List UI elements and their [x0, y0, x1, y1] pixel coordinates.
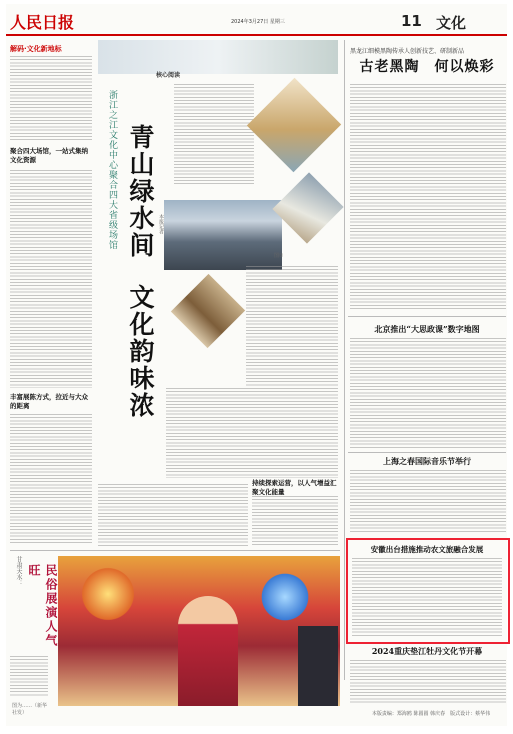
divider [348, 452, 506, 453]
core-reading-tag: 核心阅读 [156, 72, 181, 79]
page-number: 11 [401, 12, 422, 30]
subheading-3: 持续探索运营，以人气增益汇聚文化能量 [252, 479, 337, 496]
article-text-block [10, 414, 92, 544]
photo-story-kicker: 甘肃天水： [15, 556, 22, 586]
page-footer: 本版责编：郑海鸥 陈圆圆 韩庆春 版式设计：蔡华伟 [371, 711, 491, 717]
article-text-block [10, 656, 48, 696]
article-text-block [350, 84, 506, 310]
right-headline: 古老黑陶 何以焕彩 [359, 59, 495, 75]
column-kicker: 解码·文化新地标 [10, 45, 62, 53]
building-night-photo [164, 200, 282, 270]
subheading-1: 聚合四大场馆，一站式集纳文化资源 [10, 147, 88, 164]
feature-header-image [98, 40, 338, 74]
feature-headline-1: 青山绿水间 [126, 124, 155, 259]
feature-subtitle: 浙江之江文化中心聚合四大省级场馆 [107, 90, 117, 250]
article-text-block [350, 338, 506, 448]
feature-headline-2: 文化韵味浓 [126, 284, 155, 419]
article-text-block [166, 388, 338, 478]
core-reading-text [174, 84, 254, 184]
architecture-model-photo [171, 274, 245, 348]
divider [10, 550, 340, 551]
gallery-photo [272, 172, 343, 243]
article-text-block [352, 558, 502, 636]
section-title: 文化 [436, 14, 467, 32]
dateline: 2024年3月27日 星期三 [231, 19, 285, 25]
article-text-block [10, 170, 92, 388]
article-text-block [350, 470, 506, 534]
reading-children-photo [247, 78, 341, 172]
photo-story-headline: 民俗展演人气旺 [27, 564, 58, 648]
column-divider [344, 40, 345, 680]
folk-performance-photo [58, 556, 340, 706]
divider [348, 316, 506, 317]
news-headline-shanghai: 上海之春国际音乐节举行 [383, 456, 471, 466]
masthead-logo: 人民日报 [10, 13, 75, 32]
top-rule [6, 34, 507, 36]
newspaper-page [6, 4, 507, 726]
article-text-block [10, 56, 92, 142]
article-text-block [98, 484, 248, 546]
article-text-block [246, 266, 338, 386]
feature-byline: 本报记者 [158, 214, 164, 234]
news-headline-beijing: 北京推出“大思政课”数字地图 [374, 324, 480, 334]
article-text-block [252, 496, 338, 546]
article-text-block [350, 660, 506, 704]
subheading-2: 丰富展陈方式，拉近与大众的距离 [10, 393, 88, 410]
news-headline-chongqing: 2024重庆垫江牡丹文化节开幕 [371, 646, 483, 656]
news-headline-anhui: 安徽出台措施推动农文旅融合发展 [370, 545, 484, 554]
right-kicker: 黑龙江细模黑陶传承人创新技艺、研制新品 [350, 48, 465, 55]
photo-caption: 图① [274, 253, 284, 259]
photo-story-caption: 图为……（新华社发） [12, 703, 48, 716]
